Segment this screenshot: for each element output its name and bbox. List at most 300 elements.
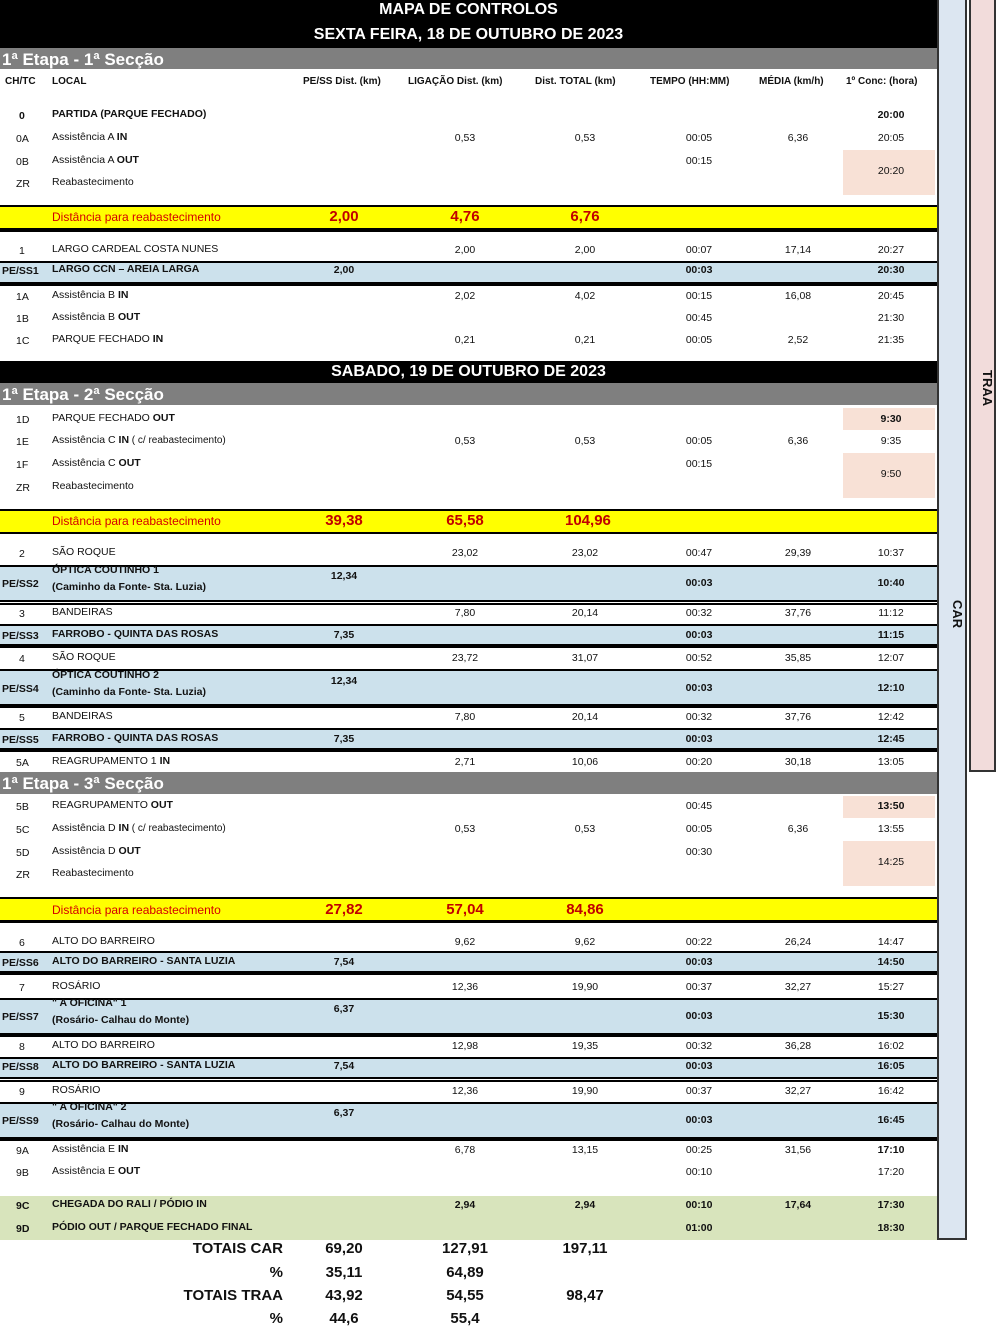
row-code: 1A [16, 291, 29, 303]
value-tempo: 00:20 [685, 756, 713, 768]
value-media: 35,85 [784, 652, 812, 664]
value-tot: 19,35 [571, 1040, 599, 1052]
totals-lig: 64,89 [446, 1264, 484, 1281]
row-code: 5 [19, 712, 25, 724]
value-tot: 0,53 [574, 435, 596, 447]
location-direction: OUT [116, 154, 139, 166]
value-lig: 6,78 [454, 1144, 476, 1156]
row-code: ZR [16, 869, 30, 881]
location-text: ALTO DO BARREIRO - SANTA LUZIA [52, 955, 236, 967]
value-tot: 4,02 [574, 290, 596, 302]
value-tempo: 00:15 [685, 155, 713, 167]
location-text: Assistência D [52, 822, 119, 834]
value-conc: 14:50 [877, 956, 905, 968]
value-conc: 14:47 [877, 936, 905, 948]
value-pess: 2,00 [329, 208, 359, 225]
value-conc: 17:30 [877, 1199, 905, 1211]
value-tempo: 00:03 [685, 629, 713, 641]
value-tot: 20,14 [571, 711, 599, 723]
location-direction: OUT [117, 1165, 141, 1177]
value-tot: 0,53 [574, 823, 596, 835]
row-code: 0 [19, 110, 25, 122]
header-chtc: CH/TC [5, 76, 36, 87]
location-text: ÓPTICA COUTINHO 1 [52, 564, 159, 576]
separator-line [0, 1139, 937, 1141]
traa-label: TRAA [980, 370, 995, 407]
value-tot: 19,90 [571, 1085, 599, 1097]
value-media: 32,27 [784, 1085, 812, 1097]
value-tempo: 00:52 [685, 652, 713, 664]
header-media: MÉDIA (km/h) [759, 76, 824, 87]
value-conc: 16:05 [877, 1060, 905, 1072]
day2-banner [0, 361, 937, 383]
location-text: Assistência B [52, 311, 118, 323]
header-tempo: TEMPO (HH:MM) [650, 76, 730, 87]
value-lig: 23,72 [451, 652, 479, 664]
location-label [52, 732, 218, 744]
separator-line [0, 1080, 937, 1082]
value-tempo: 00:32 [685, 711, 713, 723]
separator-line [0, 973, 937, 975]
location-label [52, 1039, 155, 1051]
value-pess: 12,34 [330, 570, 358, 582]
row-code: 7 [19, 982, 25, 994]
location-direction: IN [117, 289, 129, 301]
location-text: " A OFICINA" 2 [52, 1101, 127, 1113]
location-label [52, 1221, 252, 1233]
table-row [0, 153, 937, 171]
value-lig: 0,53 [454, 823, 476, 835]
value-tempo: 00:10 [685, 1166, 713, 1178]
location-label [52, 606, 113, 618]
row-code: PE/SS1 [2, 265, 39, 277]
row-code: PE/SS6 [2, 957, 39, 969]
totals-pess: 35,11 [325, 1264, 363, 1281]
location-text: PÓDIO OUT / PARQUE FECHADO FINAL [52, 1221, 253, 1233]
value-conc: 13:05 [877, 756, 905, 768]
location-subtitle: (Caminho da Fonte- Sta. Luzia) [52, 686, 206, 698]
value-lig: 23,02 [451, 547, 479, 559]
location-label [52, 311, 140, 323]
value-conc: 12:07 [877, 652, 905, 664]
row-code: 9B [16, 1167, 29, 1179]
row-code: 3 [19, 608, 25, 620]
header-total: Dist. TOTAL (km) [535, 76, 616, 87]
title-banner [0, 0, 937, 48]
row-code: 9C [16, 1200, 30, 1212]
location-label [52, 935, 155, 947]
value-media: 17,14 [784, 244, 812, 256]
row-code: 9D [16, 1223, 30, 1235]
value-tempo: 00:03 [685, 1060, 713, 1072]
row-code: 0A [16, 133, 29, 145]
location-text: CHEGADA DO RALI / PÓDIO IN [52, 1198, 207, 1210]
value-tot: 6,76 [570, 208, 600, 225]
totals-pess: 44,6 [329, 1310, 359, 1327]
value-conc: 21:35 [877, 334, 905, 346]
title-text: MAPA DE CONTROLOS [379, 1, 558, 18]
row-code: 4 [19, 653, 25, 665]
location-label [52, 564, 159, 576]
row-code: 1C [16, 335, 30, 347]
row-code: PE/SS4 [2, 683, 39, 695]
location-direction: OUT [152, 412, 175, 424]
location-text: ÓPTICA COUTINHO 2 [52, 669, 159, 681]
row-code: 1B [16, 313, 29, 325]
value-conc: 20:30 [877, 264, 905, 276]
value-pess: 7,54 [333, 956, 355, 968]
value-media: 2,52 [787, 334, 809, 346]
value-conc: 20:05 [877, 132, 905, 144]
value-lig: 0,21 [454, 334, 476, 346]
value-media: 37,76 [784, 711, 812, 723]
row-code: 5B [16, 801, 29, 813]
location-direction: IN [152, 333, 164, 345]
location-subtitle: (Caminho da Fonte- Sta. Luzia) [52, 581, 206, 593]
value-conc: 20:45 [877, 290, 905, 302]
totals-lig: 55,4 [450, 1310, 480, 1327]
value-tempo: 00:22 [685, 936, 713, 948]
value-lig: 12,98 [451, 1040, 479, 1052]
header-lig: LIGAÇÃO Dist. (km) [408, 76, 503, 87]
location-label [52, 333, 163, 345]
value-tempo: 00:32 [685, 607, 713, 619]
value-conc: 12:10 [877, 682, 905, 694]
location-label [52, 628, 218, 640]
row-code: PE/SS8 [2, 1061, 39, 1073]
totals-label: TOTAIS TRAA [183, 1287, 283, 1304]
location-text: ALTO DO BARREIRO - SANTA LUZIA [52, 1059, 236, 1071]
totals-pess: 43,92 [325, 1287, 363, 1304]
value-conc: 20:27 [877, 244, 905, 256]
table-row [0, 175, 937, 193]
value-tempo: 00:07 [685, 244, 713, 256]
value-pess: 27,82 [325, 901, 363, 918]
location-text: REAGRUPAMENTO 1 [52, 755, 160, 767]
value-lig: 2,00 [454, 244, 476, 256]
value-conc: 12:45 [877, 733, 905, 745]
value-conc: 20:20 [877, 165, 905, 177]
value-conc: 12:42 [877, 711, 905, 723]
value-conc: 16:02 [877, 1040, 905, 1052]
location-note: ( c/ reabastecimento) [129, 435, 226, 446]
value-conc: 13:50 [877, 800, 905, 812]
value-conc: 15:27 [877, 981, 905, 993]
value-lig: 7,80 [454, 607, 476, 619]
value-conc: 9:30 [880, 413, 902, 425]
row-code: 1E [16, 436, 29, 448]
value-tempo: 00:45 [685, 800, 713, 812]
value-pess: 12,34 [330, 675, 358, 687]
location-label [52, 480, 134, 492]
location-label [52, 434, 226, 446]
location-label [52, 108, 206, 120]
separator-line [0, 1035, 937, 1037]
value-tot: 84,86 [566, 901, 604, 918]
location-text: SÃO ROQUE [52, 546, 116, 558]
value-tot: 19,90 [571, 981, 599, 993]
location-text: Reabastecimento [52, 867, 134, 879]
table-row [0, 1164, 937, 1182]
row-code: PE/SS7 [2, 1011, 39, 1023]
location-text: PARQUE FECHADO [52, 333, 153, 345]
header-local: LOCAL [52, 76, 87, 87]
location-label [52, 546, 116, 558]
row-code: PE/SS3 [2, 630, 39, 642]
value-lig: 2,71 [454, 756, 476, 768]
location-text: ROSÁRIO [52, 1084, 101, 1096]
separator-line [0, 230, 937, 232]
location-direction: OUT [150, 799, 173, 811]
location-direction: IN [159, 755, 171, 767]
location-direction: IN [117, 1143, 129, 1155]
value-tempo: 00:15 [685, 458, 713, 470]
location-text: PARQUE FECHADO [52, 412, 153, 424]
header-pess: PE/SS Dist. (km) [303, 76, 381, 87]
value-media: 36,28 [784, 1040, 812, 1052]
location-label [52, 1101, 127, 1113]
location-text: ROSÁRIO [52, 980, 101, 992]
row-code: PE/SS9 [2, 1115, 39, 1127]
value-pess: 7,35 [333, 733, 355, 745]
value-media: 37,76 [784, 607, 812, 619]
row-code: 5C [16, 824, 30, 836]
location-text: Assistência C [52, 434, 119, 446]
totals-total: 98,47 [566, 1287, 604, 1304]
value-tempo: 00:47 [685, 547, 713, 559]
value-conc: 9:50 [880, 468, 902, 480]
location-label [52, 263, 199, 275]
totals-label: % [269, 1264, 283, 1281]
value-lig: 4,76 [450, 208, 480, 225]
table-row [0, 866, 937, 884]
value-tempo: 00:05 [685, 132, 713, 144]
row-code: 5A [16, 757, 29, 769]
section-2-banner-text: 1ª Etapa - 2ª Secção [2, 385, 164, 404]
separator-line [0, 706, 937, 708]
location-text: Assistência E [52, 1165, 118, 1177]
value-media: 32,27 [784, 981, 812, 993]
location-label [52, 176, 134, 188]
location-text: Reabastecimento [52, 176, 134, 188]
totals-total: 197,11 [562, 1240, 608, 1257]
row-code: 8 [19, 1041, 25, 1053]
row-code: 2 [19, 548, 25, 560]
value-pess: 6,37 [333, 1107, 355, 1119]
value-lig: 7,80 [454, 711, 476, 723]
value-tempo: 00:30 [685, 846, 713, 858]
location-text: Assistência D [52, 845, 119, 857]
location-text: LARGO CCN – AREIA LARGA [52, 263, 200, 275]
location-label [52, 867, 134, 879]
location-label [52, 710, 113, 722]
location-text: BANDEIRAS [52, 606, 113, 618]
location-text: " A OFICINA" 1 [52, 997, 127, 1009]
row-code: 6 [19, 937, 25, 949]
value-tot: 2,94 [574, 1199, 596, 1211]
location-label [52, 457, 141, 469]
value-conc: 16:45 [877, 1114, 905, 1126]
location-direction: OUT [118, 845, 141, 857]
value-media: 16,08 [784, 290, 812, 302]
row-code: 1F [16, 459, 29, 471]
value-conc: 18:30 [877, 1222, 905, 1234]
category-side-bars [937, 0, 1000, 1332]
location-label [52, 1084, 100, 1096]
value-media: 6,36 [787, 435, 809, 447]
location-label [52, 289, 128, 301]
location-text: Assistência A [52, 131, 117, 143]
value-tempo: 00:03 [685, 1010, 713, 1022]
location-subtitle: (Rosário- Calhau do Monte) [52, 1118, 190, 1130]
value-lig: 2,94 [454, 1199, 476, 1211]
location-text: Reabastecimento [52, 480, 134, 492]
location-direction: OUT [118, 457, 141, 469]
value-conc: 11:12 [878, 607, 904, 619]
location-label [52, 980, 100, 992]
location-text: LARGO CARDEAL COSTA NUNES [52, 243, 219, 255]
location-label [52, 955, 235, 967]
value-conc: 13:55 [877, 823, 905, 835]
value-pess: 6,37 [333, 1003, 355, 1015]
location-text: FARROBO - QUINTA DAS ROSAS [52, 732, 219, 744]
location-label [52, 1198, 207, 1210]
value-tempo: 00:03 [685, 956, 713, 968]
location-text: PARTIDA (PARQUE FECHADO) [52, 108, 207, 120]
location-text: ALTO DO BARREIRO [52, 935, 155, 947]
location-text: Assistência C [52, 457, 119, 469]
totals-lig: 54,55 [446, 1287, 484, 1304]
car-label: CAR [950, 600, 965, 629]
location-text: Assistência B [52, 289, 118, 301]
value-lig: 57,04 [446, 901, 484, 918]
location-label [52, 755, 170, 767]
value-tot: 13,15 [571, 1144, 599, 1156]
location-label [52, 997, 127, 1009]
location-text: REAGRUPAMENTO [52, 799, 151, 811]
value-conc: 21:30 [877, 312, 905, 324]
table-row [0, 310, 937, 328]
value-conc: 14:25 [877, 856, 905, 868]
separator-line [0, 284, 937, 286]
value-tot: 0,53 [574, 132, 596, 144]
location-label [52, 243, 218, 255]
value-media: 31,56 [784, 1144, 812, 1156]
value-pess: 39,38 [325, 512, 363, 529]
location-label [52, 1059, 235, 1071]
value-pess: 7,35 [333, 629, 355, 641]
value-lig: 65,58 [446, 512, 484, 529]
location-label [52, 845, 141, 857]
value-conc: 17:10 [877, 1144, 905, 1156]
value-tempo: 00:03 [685, 264, 713, 276]
location-label [52, 799, 173, 811]
location-label [52, 1143, 128, 1155]
value-media: 26,24 [784, 936, 812, 948]
separator-line [0, 921, 937, 923]
value-pess: 7,54 [333, 1060, 355, 1072]
value-tempo: 00:03 [685, 1114, 713, 1126]
value-tot: 0,21 [574, 334, 596, 346]
value-tempo: 00:37 [685, 1085, 713, 1097]
value-tempo: 00:32 [685, 1040, 713, 1052]
value-tempo: 00:03 [685, 682, 713, 694]
value-conc: 17:20 [877, 1166, 905, 1178]
row-code: 9A [16, 1145, 29, 1157]
separator-line [0, 750, 937, 752]
location-label [52, 822, 226, 834]
value-media: 6,36 [787, 823, 809, 835]
section-1-banner-text: 1ª Etapa - 1ª Secção [2, 49, 164, 69]
section-1-banner [0, 48, 937, 69]
row-code: 1 [19, 245, 25, 257]
value-media: 6,36 [787, 132, 809, 144]
row-code: 0B [16, 156, 29, 168]
value-tot: 23,02 [571, 547, 599, 559]
refuel-label: Distância para reabastecimento [52, 514, 221, 528]
location-label [52, 154, 139, 166]
value-tempo: 00:45 [685, 312, 713, 324]
refuel-label: Distância para reabastecimento [52, 903, 221, 917]
location-text: ALTO DO BARREIRO [52, 1039, 155, 1051]
value-media: 29,39 [784, 547, 812, 559]
value-conc: 10:40 [877, 577, 905, 589]
value-conc: 11:15 [877, 629, 905, 641]
totals-pess: 69,20 [325, 1240, 363, 1257]
value-tempo: 00:25 [685, 1144, 713, 1156]
value-media: 17,64 [784, 1199, 812, 1211]
value-tempo: 00:37 [685, 981, 713, 993]
day2-banner-text: SABADO, 19 DE OUTUBRO DE 2023 [331, 363, 606, 380]
section-2-banner [0, 383, 937, 405]
value-conc: 20:00 [877, 109, 905, 121]
value-conc: 16:42 [877, 1085, 905, 1097]
totals-lig: 127,91 [442, 1240, 488, 1257]
row-code: 5D [16, 847, 30, 859]
location-direction: IN [118, 822, 130, 834]
value-tempo: 00:03 [685, 733, 713, 745]
location-label [52, 412, 175, 424]
table-row [0, 479, 937, 497]
value-tot: 20,14 [571, 607, 599, 619]
value-lig: 12,36 [451, 1085, 479, 1097]
value-tempo: 00:05 [685, 334, 713, 346]
location-text: Assistência A [52, 154, 117, 166]
row-code: ZR [16, 178, 30, 190]
separator-line [0, 646, 937, 648]
value-tempo: 00:05 [685, 823, 713, 835]
location-direction: OUT [117, 311, 141, 323]
row-code: ZR [16, 482, 30, 494]
value-media: 30,18 [784, 756, 812, 768]
value-tot: 31,07 [571, 652, 599, 664]
value-lig: 0,53 [454, 132, 476, 144]
value-tempo: 00:05 [685, 435, 713, 447]
totals-label: TOTAIS CAR [192, 1240, 283, 1257]
location-subtitle: (Rosário- Calhau do Monte) [52, 1014, 190, 1026]
header-conc: 1º Conc: (hora) [846, 76, 918, 87]
value-tot: 104,96 [565, 512, 611, 529]
value-conc: 15:30 [877, 1010, 905, 1022]
value-lig: 2,02 [454, 290, 476, 302]
value-tempo: 00:15 [685, 290, 713, 302]
column-header-row [0, 70, 937, 96]
location-direction: IN [118, 434, 130, 446]
refuel-label: Distância para reabastecimento [52, 210, 221, 224]
day1-text: SEXTA FEIRA, 18 DE OUTUBRO DE 2023 [313, 26, 624, 43]
value-tot: 9,62 [574, 936, 596, 948]
location-label [52, 1165, 140, 1177]
